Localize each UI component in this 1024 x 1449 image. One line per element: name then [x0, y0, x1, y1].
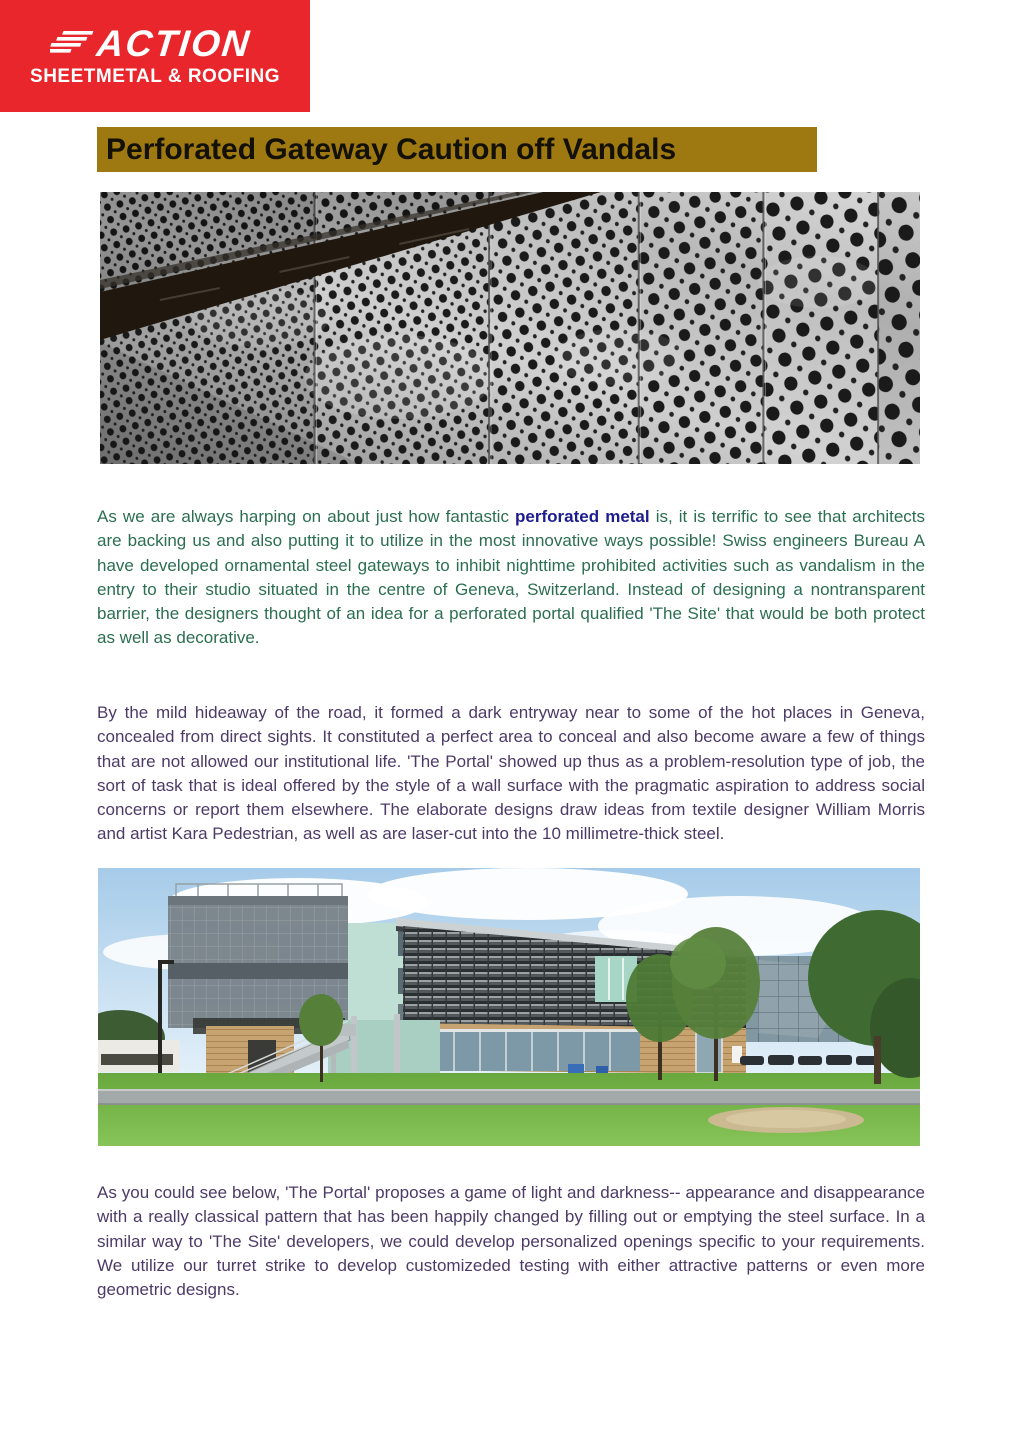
title-banner: [97, 127, 817, 172]
speed-lines-icon: [50, 29, 96, 57]
company-logo: [0, 0, 310, 112]
perforated-wall-image: [100, 192, 920, 464]
paragraph-1-text-start: As we are always harping on about just how fantastic: [97, 507, 516, 526]
paragraph-1-text-end: is, it is terrific to see that architects are backing us and also putting it to utilize in the most innovative ways possible! Swiss engineers Bureau A have developed ornamental steel gateways to inhibit nighttime prohibited activities such as vandalism in the entry to their studio situated in the centre of Geneva, Switzerland. Instead of designing a nontransparent barrier, the designers thought of an idea for a perforated portal qualified 'The Site' that would be both protect as well as decorative.: [97, 507, 926, 648]
paragraph-1: [97, 505, 925, 651]
building-image: [98, 868, 920, 1146]
logo-name-text: ACTION: [94, 22, 253, 64]
logo-subtitle-text: SHEETMETAL & ROOFING: [30, 65, 280, 87]
perforated-metal-highlight: perforated metal: [515, 507, 650, 526]
paragraph-2: By the mild hideaway of the road, it formed a dark entryway near to some of the hot places in Geneva, concealed from direct sights. It constituted a perfect area to conceal and also become aware a few of things that are not allowed our institutional life. 'The Portal' showed up thus as a problem-resolution type of job, the sort of task that is ideal offered by the style of a wall surface with the pragmatic aspiration to address social concerns or report them elsewhere. The elaborate designs draw ideas from textile designer William Morris and artist Kara Pedestrian, as well as are laser-cut into the 10 millimetre-thick steel.: [97, 703, 925, 844]
page-title: Perforated Gateway Caution off Vandals: [106, 133, 677, 166]
logo-wordmark: [50, 22, 253, 64]
paragraph-3: As you could see below, 'The Portal' proposes a game of light and darkness-- appearance and disappearance with a really classical pattern that has been happily changed by filling out or emptying the steel surface. In a similar way to 'The Site' developers, we could develop personalized openings specific to your requirements. We utilize our turret strike to develop customizeded testing with either attractive patterns or even more geometric designs.: [97, 1183, 925, 1300]
